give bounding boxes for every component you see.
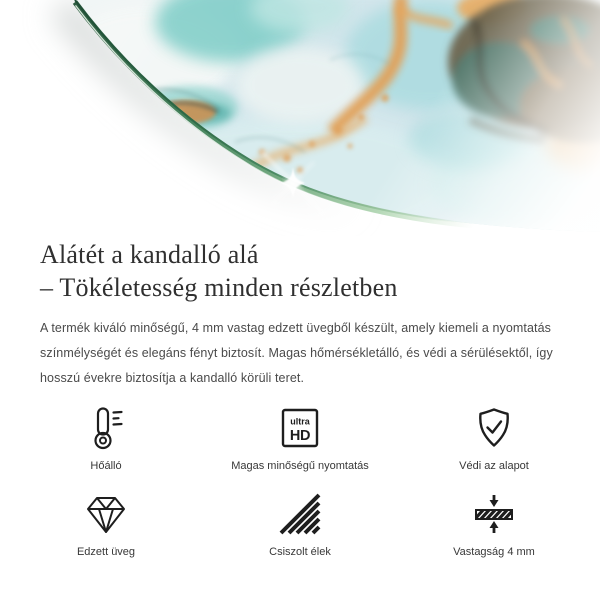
feature-label: Hőálló	[90, 460, 122, 472]
feature-label: Magas minőségű nyomtatás	[231, 460, 369, 472]
product-photo	[0, 0, 600, 236]
product-description: A termék kiváló minőségű, 4 mm vastag edzett üvegből készült, amely kiemeli a nyomtatás színmélységét és elegáns fényt biztosít. Magas hőmérsékletálló, és védi a sérülésektől, így hosszú évekre biztosítja a kandalló körüli teret.	[40, 321, 553, 385]
feature-label: Edzett üveg	[76, 546, 136, 558]
thermometer-icon	[83, 405, 129, 451]
polished-edges-icon	[277, 491, 323, 537]
diamond-icon	[83, 491, 129, 537]
glass-hearth-pad-image	[0, 0, 600, 236]
feature-heat-resistant	[16, 405, 196, 473]
feature-label: Csiszolt élek	[269, 546, 331, 558]
page-title	[40, 238, 560, 304]
feature-label: Védi az alapot	[459, 460, 529, 472]
feature-polished-edges	[196, 491, 404, 559]
ultra-hd-icon-text-bottom: HD	[289, 428, 311, 444]
shield-check-icon	[471, 405, 517, 451]
feature-grid	[16, 405, 584, 559]
ultra-hd-icon	[277, 405, 323, 451]
page-title-line1: Alátét a kandalló alá	[40, 240, 259, 269]
feature-protects-base	[404, 405, 584, 473]
feature-print-quality	[196, 405, 404, 473]
feature-label: Vastagság 4 mm	[453, 546, 535, 558]
ultra-hd-icon-text-top: ultra	[290, 416, 310, 427]
thickness-icon	[471, 491, 517, 537]
feature-thickness	[404, 491, 584, 559]
feature-tempered-glass	[16, 491, 196, 559]
page-title-line2: – Tökéletesség minden részletben	[40, 273, 398, 302]
